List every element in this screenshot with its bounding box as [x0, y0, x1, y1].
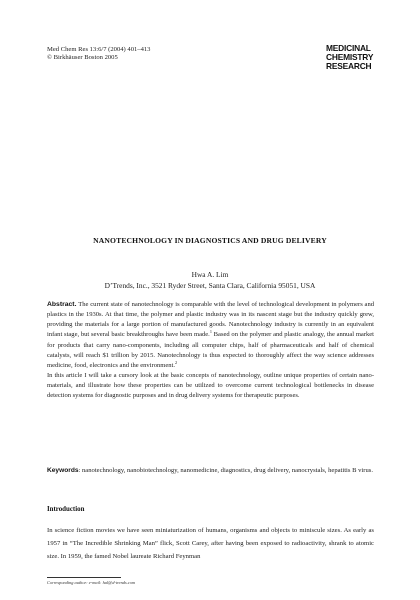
section-heading-introduction: Introduction: [47, 506, 85, 513]
keywords-label: Keywords: [47, 467, 79, 474]
corresponding-author-footnote: Corresponding author: e-mail: hal@d-trends.com: [47, 580, 136, 585]
abstract: [47, 300, 374, 402]
journal-citation: Med Chem Res 13:6/7 (2004) 401–413: [47, 46, 151, 53]
introduction-text: In science fiction movies we have seen miniaturization of humans, organisms and objects to miniscule sizes. As early as 1957 in “The Incredible Shrinking Man” flick, Scott Carey, after having been exposed to radioactivity, shrank to atomic size. In 1959, the famed Nobel laureate Richard Feynman: [47, 527, 374, 561]
abstract-label: Abstract.: [47, 301, 77, 308]
footnote-ref: 2: [174, 359, 178, 365]
abstract-paragraph-2: In this article I will take a cursory look at the basic concepts of nanotechnology, outline unique properties of certain nano-materials, and illustrate how these properties can be utilized to overcome current technological bottlenecks in disease detection systems for diagnostic purposes and in drug delivery systems for therapeutic purposes.: [47, 372, 374, 400]
footnote-ref: 1: [209, 329, 212, 335]
article-title: NANOTECHNOLOGY IN DIAGNOSTICS AND DRUG DELIVERY: [93, 236, 327, 245]
keywords: [47, 466, 374, 476]
keywords-list: : nanotechnology, nanobiotechnology, nanomedicine, diagnostics, drug delivery, nanocrystals, hepatitis B virus.: [78, 467, 373, 474]
journal-reference: [47, 46, 150, 62]
journal-logo: MEDICINAL CHEMISTRY RESEARCH: [326, 43, 374, 71]
abstract-paragraph-1: Abstract. The current state of nanotechnology is comparable with the level of technological development in polymers and plastics in the 1930s. At that time, the polymer and plastic industry was in its nascent stage but the industry quickly grew, providing the materials for a large portion of manufactured goods. Nanotechnology industry is currently in an equivalent infant stage, but several basic breakthroughs have been made.$^1$ Based on the polymer and plastic analogy, the annual market for products that carry nano-components, including all computer chips, half of pharmaceuticals and half of chemical catalysts, will reach $1 trillion by 2015. Nanotechnology is thus expected to thoroughly affect the way science addresses medicine, food, electronics and the environment.$^2$: [47, 301, 374, 369]
footnote-divider: [47, 577, 121, 578]
author-name: Hwa A. Lim: [191, 270, 229, 279]
copyright-line: © Birkhäuser Boston 2005: [47, 54, 118, 62]
author-affiliation: D’Trends, Inc., 3521 Ryder Street, Santa Clara, California 95051, USA: [104, 281, 316, 290]
